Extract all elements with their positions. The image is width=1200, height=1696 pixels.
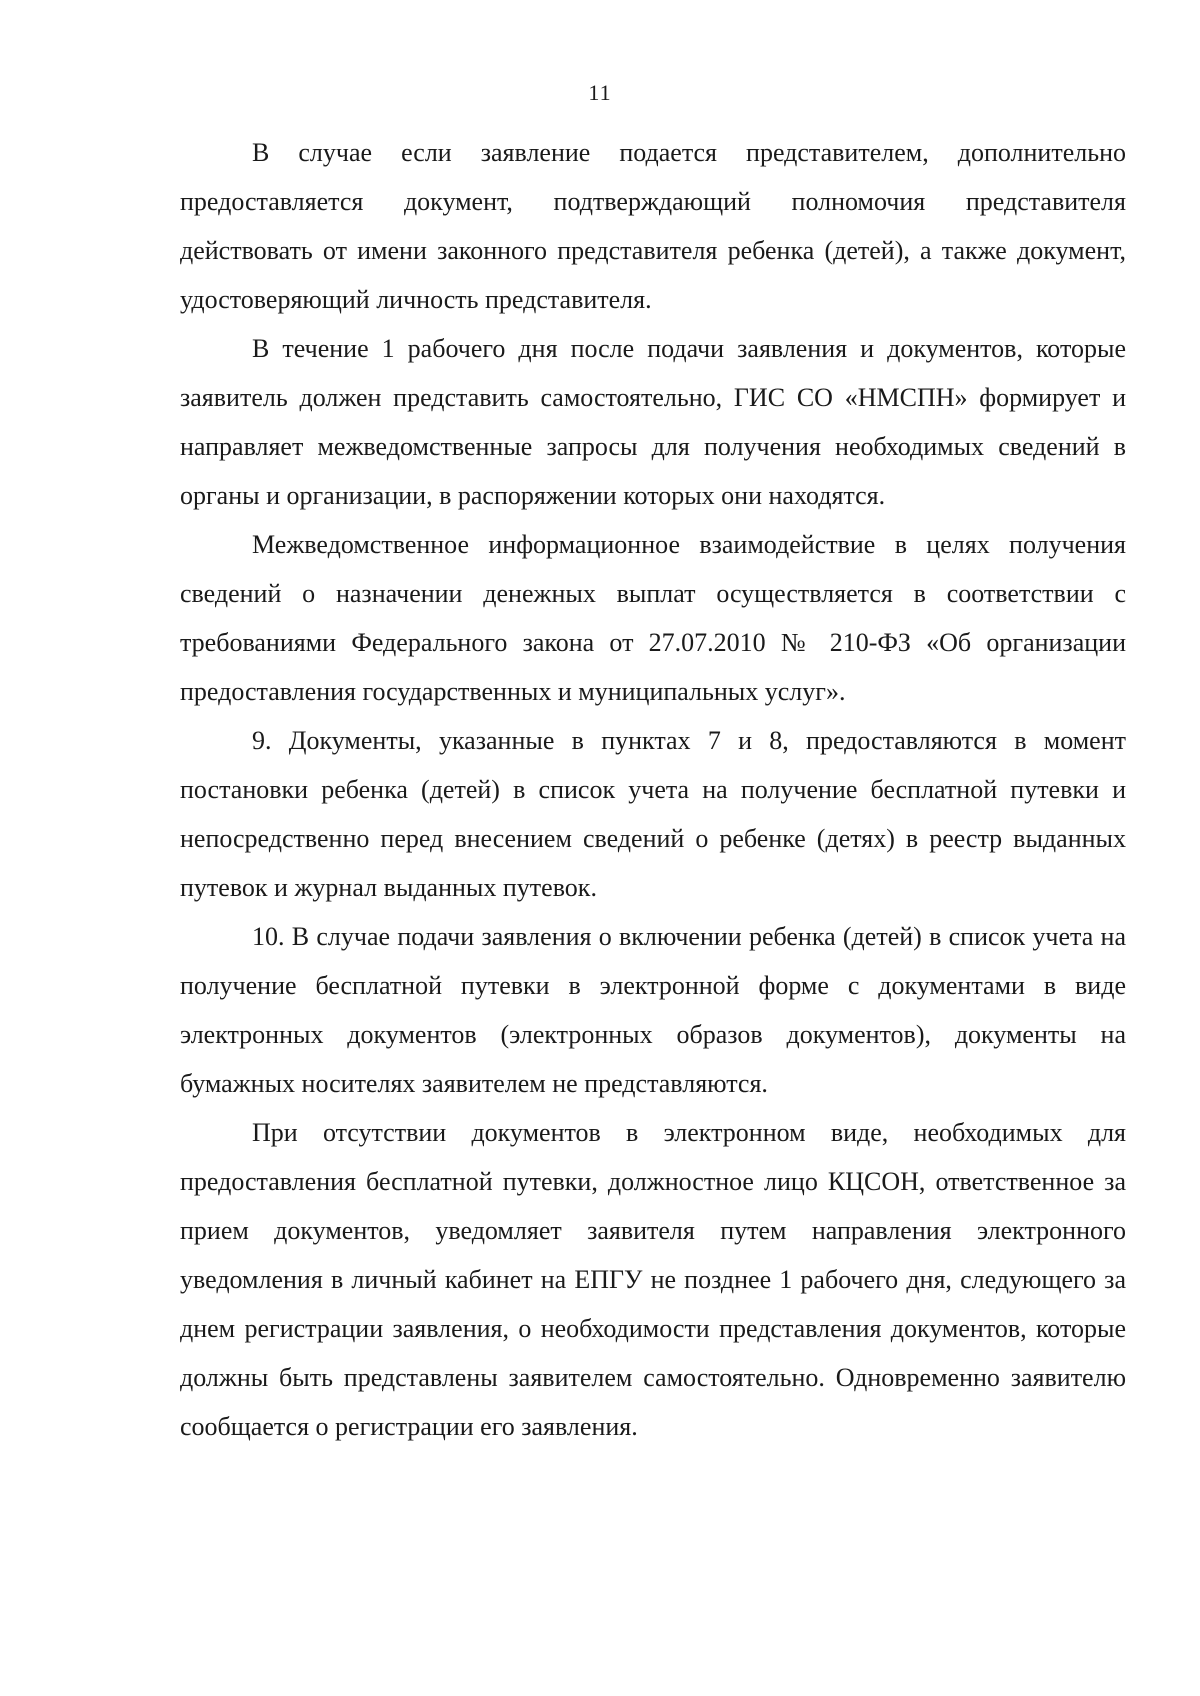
paragraph-item-9: 9. Документы, указанные в пунктах 7 и 8, предоставляются в момент постановки ребенка (детей) в список учета на получение бесплатной путевки и непосредственно перед внесением сведений о ребенке (детях) в реестр выданных путевок и журнал выданных путевок. (180, 726, 1126, 902)
document-body (180, 128, 1126, 1451)
paragraph-interagency-cooperation: Межведомственное информационное взаимодействие в целях получения сведений о назначении денежных выплат осуществляется в соответствии с требованиями Федерального закона от 27.07.2010 № 210-ФЗ «Об организации предоставления государственных и муниципальных услуг». (180, 530, 1126, 706)
paragraph-representative: В случае если заявление подается представителем, дополнительно предоставляется документ, подтверждающий полномочия представителя действовать от имени законного представителя ребенка (детей), а также документ, удостоверяющий личность представителя. (180, 138, 1126, 314)
paragraph-missing-documents: При отсутствии документов в электронном виде, необходимых для предоставления бесплатной путевки, должностное лицо КЦСОН, ответственное за прием документов, уведомляет заявителя путем направления электронного уведомления в личный кабинет на ЕПГУ не позднее 1 рабочего дня, следующего за днем регистрации заявления, о необходимости представления документов, которые должны быть представлены заявителем самостоятельно. Одновременно заявителю сообщается о регистрации его заявления. (180, 1118, 1126, 1441)
paragraph-interagency-requests: В течение 1 рабочего дня после подачи заявления и документов, которые заявитель должен представить самостоятельно, ГИС СО «НМСПН» формирует и направляет межведомственные запросы для получения необходимых сведений в органы и организации, в распоряжении которых они находятся. (180, 334, 1126, 510)
paragraph-item-10: 10. В случае подачи заявления о включении ребенка (детей) в список учета на получение бесплатной путевки в электронной форме с документами в виде электронных документов (электронных образов документов), документы на бумажных носителях заявителем не представляются. (180, 922, 1126, 1098)
page-number: 11 (588, 80, 612, 105)
